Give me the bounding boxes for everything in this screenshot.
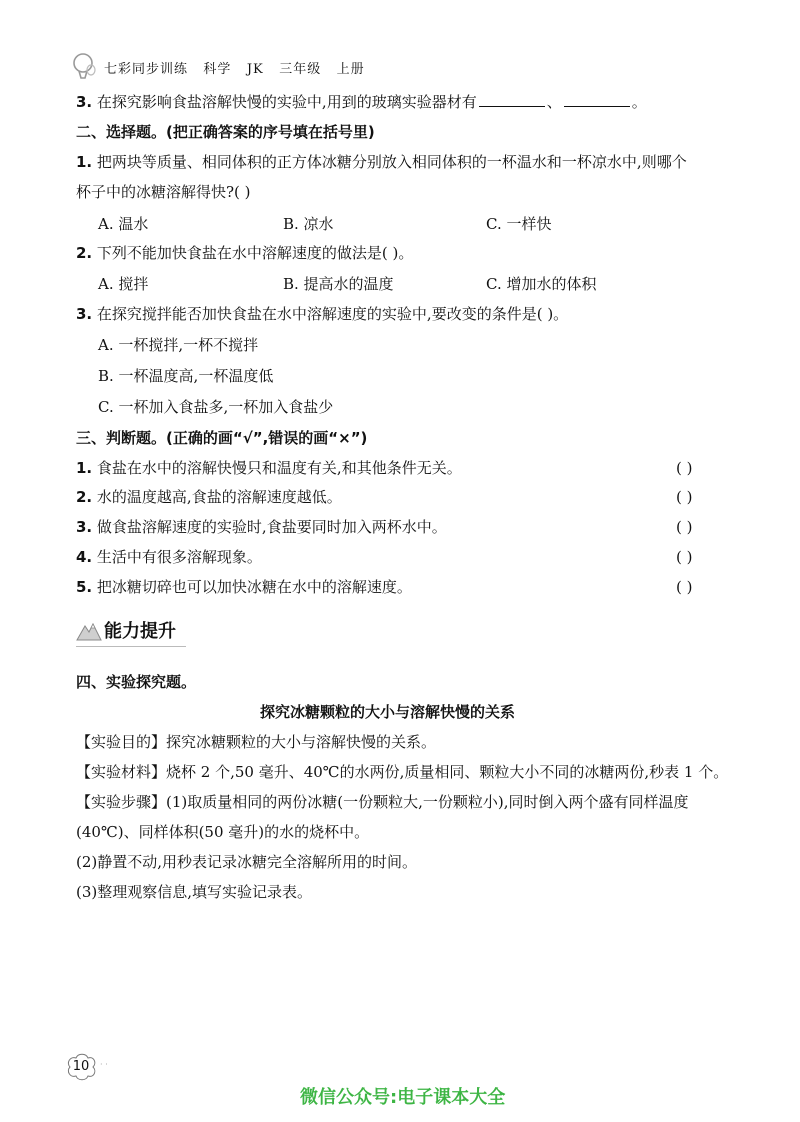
header-subject: 科学 xyxy=(203,62,232,77)
question-text: 生活中有很多溶解现象。 xyxy=(96,548,262,566)
experiment-step-2: (2)静置不动,用秒表记录冰糖完全溶解所用的时间。 xyxy=(76,853,418,871)
option-b[interactable]: B. 提高水的温度 xyxy=(283,275,394,293)
mountain-icon xyxy=(76,620,102,646)
question-text: 水的温度越高,食盐的溶解速度越低。 xyxy=(96,488,342,506)
answer-paren-1[interactable]: ( ) xyxy=(676,459,693,477)
question-number: 1. xyxy=(76,153,93,171)
ability-title: 能力提升 xyxy=(104,621,176,642)
choice-question-2 xyxy=(76,243,413,263)
header-grade: 三年级 xyxy=(279,62,322,77)
option-c[interactable]: C. 一杯加入食盐多,一杯加入食盐少 xyxy=(98,398,334,416)
header-volume: 上册 xyxy=(336,62,365,77)
question-number: 1. xyxy=(76,459,93,477)
question-text: 在探究影响食盐溶解快慢的实验中,用到的玻璃实验器材有 xyxy=(96,93,477,111)
question-number: 2. xyxy=(76,488,93,506)
header-series: 七彩同步训练 xyxy=(104,62,189,77)
period: 。 xyxy=(631,93,647,111)
page-number: 10 xyxy=(72,1059,90,1074)
question-number: 3. xyxy=(76,93,93,111)
header-edition: JK xyxy=(246,62,264,77)
question-number: 2. xyxy=(76,244,93,262)
header xyxy=(104,58,365,77)
ability-divider xyxy=(76,646,186,647)
question-text: 在探究搅拌能否加快食盐在水中溶解速度的实验中,要改变的条件是( )。 xyxy=(96,305,569,323)
answer-paren-4[interactable]: ( ) xyxy=(676,548,693,566)
choice-question-3 xyxy=(76,304,568,324)
judge-item-4 xyxy=(76,547,262,567)
option-a[interactable]: A. 一杯搅拌,一杯不搅拌 xyxy=(98,336,259,354)
answer-paren-5[interactable]: ( ) xyxy=(676,578,693,596)
footer-watermark: 微信公众号:电子课本大全 xyxy=(300,1087,506,1108)
option-c[interactable]: C. 一样快 xyxy=(486,215,552,233)
header-logo-icon xyxy=(70,52,98,80)
judge-item-3 xyxy=(76,517,447,537)
choice-question-1 xyxy=(76,152,687,172)
answer-blank-2[interactable] xyxy=(564,92,630,107)
answer-blank-1[interactable] xyxy=(479,92,545,107)
experiment-title: 探究冰糖颗粒的大小与溶解快慢的关系 xyxy=(260,703,516,721)
decor-dots-icon: · · xyxy=(100,1060,108,1069)
question-number: 3. xyxy=(76,305,93,323)
question-number: 5. xyxy=(76,578,93,596)
option-a[interactable]: A. 温水 xyxy=(98,215,149,233)
separator: 、 xyxy=(546,93,562,111)
question-number: 3. xyxy=(76,518,93,536)
answer-paren-2[interactable]: ( ) xyxy=(676,488,693,506)
option-b[interactable]: B. 一杯温度高,一杯温度低 xyxy=(98,367,274,385)
experiment-steps-line2: (40℃)、同样体积(50 毫升)的水的烧杯中。 xyxy=(76,823,370,841)
question-text: 下列不能加快食盐在水中溶解速度的做法是( )。 xyxy=(96,244,414,262)
section-3-title: 三、判断题。(正确的画“√”,错误的画“×”) xyxy=(76,429,368,447)
question-text: 把冰糖切碎也可以加快冰糖在水中的溶解速度。 xyxy=(96,578,412,596)
judge-item-2 xyxy=(76,487,342,507)
question-text: 做食盐溶解速度的实验时,食盐要同时加入两杯水中。 xyxy=(96,518,447,536)
question-text: 把两块等质量、相同体积的正方体冰糖分别放入相同体积的一杯温水和一杯凉水中,则哪个 xyxy=(96,153,687,171)
fill-question-3 xyxy=(76,92,647,112)
choice-question-1-line2: 杯子中的冰糖溶解得快?( ) xyxy=(76,183,251,201)
question-text: 食盐在水中的溶解快慢只和温度有关,和其他条件无关。 xyxy=(96,459,462,477)
answer-paren-3[interactable]: ( ) xyxy=(676,518,693,536)
judge-item-1 xyxy=(76,458,462,478)
option-a[interactable]: A. 搅拌 xyxy=(98,275,149,293)
experiment-materials: 【实验材料】烧杯 2 个,50 毫升、40℃的水两份,质量相同、颗粒大小不同的冰糖两份,秒表 1 个。 xyxy=(76,763,729,781)
option-c[interactable]: C. 增加水的体积 xyxy=(486,275,597,293)
experiment-purpose: 【实验目的】探究冰糖颗粒的大小与溶解快慢的关系。 xyxy=(76,733,437,751)
experiment-step-3: (3)整理观察信息,填写实验记录表。 xyxy=(76,883,313,901)
judge-item-5 xyxy=(76,577,412,597)
question-number: 4. xyxy=(76,548,93,566)
option-b[interactable]: B. 凉水 xyxy=(283,215,334,233)
experiment-steps-line1: 【实验步骤】(1)取质量相同的两份冰糖(一份颗粒大,一份颗粒小),同时倒入两个盛有同样温度 xyxy=(76,793,689,811)
section-2-title: 二、选择题。(把正确答案的序号填在括号里) xyxy=(76,123,375,141)
section-4-title: 四、实验探究题。 xyxy=(76,673,197,691)
page-number-badge xyxy=(64,1053,98,1081)
